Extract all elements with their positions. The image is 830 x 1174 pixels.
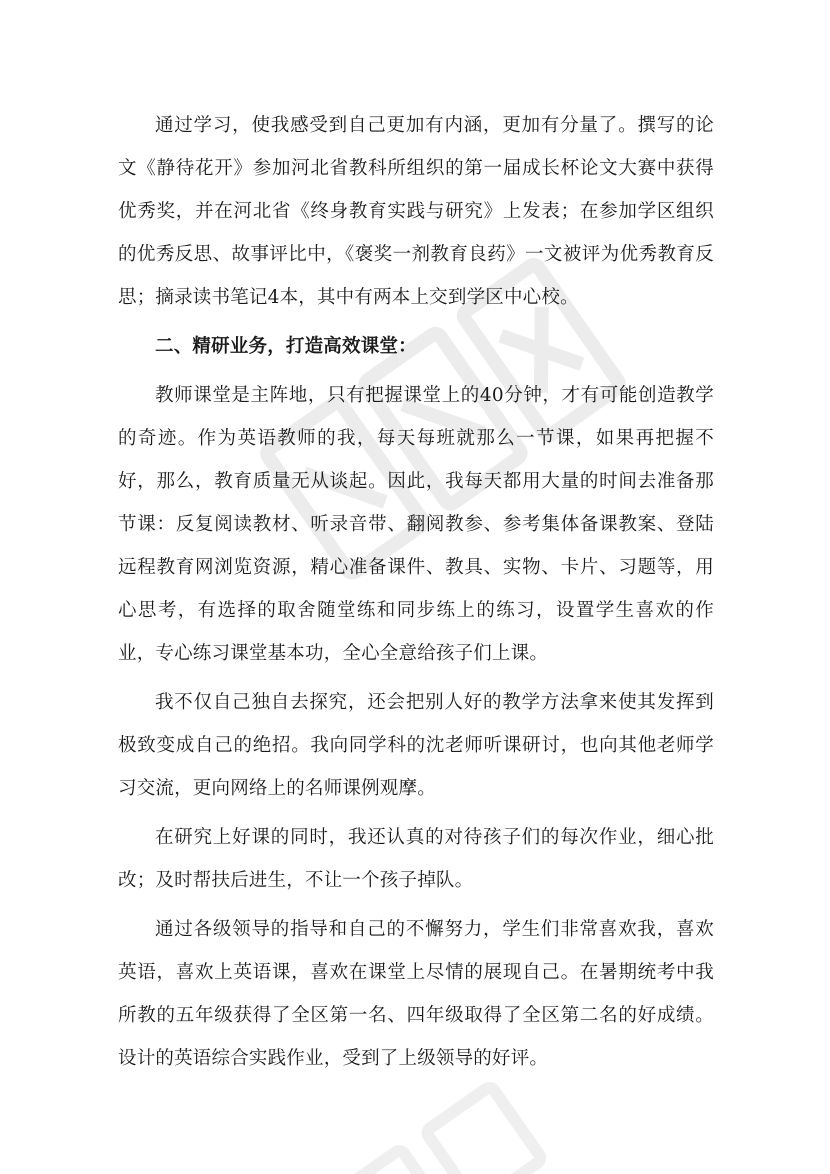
paragraph-explore: 我不仅自己独自去探究，还会把别人好的教学方法拿来使其发挥到极致变成自己的绝招。我向同学科的沈老师听课研讨，也向其他老师学习交流，更向网络上的名师课例观摩。 (118, 692, 714, 799)
paragraph-classroom: 教师课堂是主阵地，只有把握课堂上的40分钟，才有可能创造教学的奇迹。作为英语教师的我，每天每班就那么一节课，如果再把握不好，那么，教育质量无从谈起。因此，我每天都用大量的时间去准备那节课：反复阅读教材、听录音带、翻阅教参、参考集体备课教案、登陆远程教育网浏览资源，精心准备课件、教具、实物、卡片、习题等，用心思考，有选择的取舍随堂练和同步练上的练习，设置学生喜欢的作业，专心练习课堂基本功，全心全意给孩子们上课。 (118, 385, 714, 664)
paragraph-results: 通过各级领导的指导和自己的不懈努力，学生们非常喜欢我，喜欢英语，喜欢上英语课，喜欢在课堂上尽情的展现自己。在暑期统考中我所教的五年级获得了全区第一名、四年级取得了全区第二名的好成绩。设计的英语综合实践作业，受到了上级领导的好评。 (118, 919, 714, 1069)
section-heading: 二、精研业务，打造高效课堂： (155, 336, 417, 357)
paragraph-homework: 在研究上好课的同时，我还认真的对待孩子们的每次作业，细心批改；及时帮扶后进生，不让一个孩子掉队。 (118, 827, 714, 891)
paragraph-study: 通过学习，使我感受到自己更加有内涵，更加有分量了。撰写的论文《静待花开》参加河北省教科所组织的第一届成长杯论文大赛中获得优秀奖，并在河北省《终身教育实践与研究》上发表；在参加学区组织的优秀反思、故事评比中，《褒奖一剂教育良药》一文被评为优秀教育反思；摘录读书笔记4本，其中有两本上交到学区中心校。 (118, 115, 714, 308)
document-body (118, 104, 714, 1086)
